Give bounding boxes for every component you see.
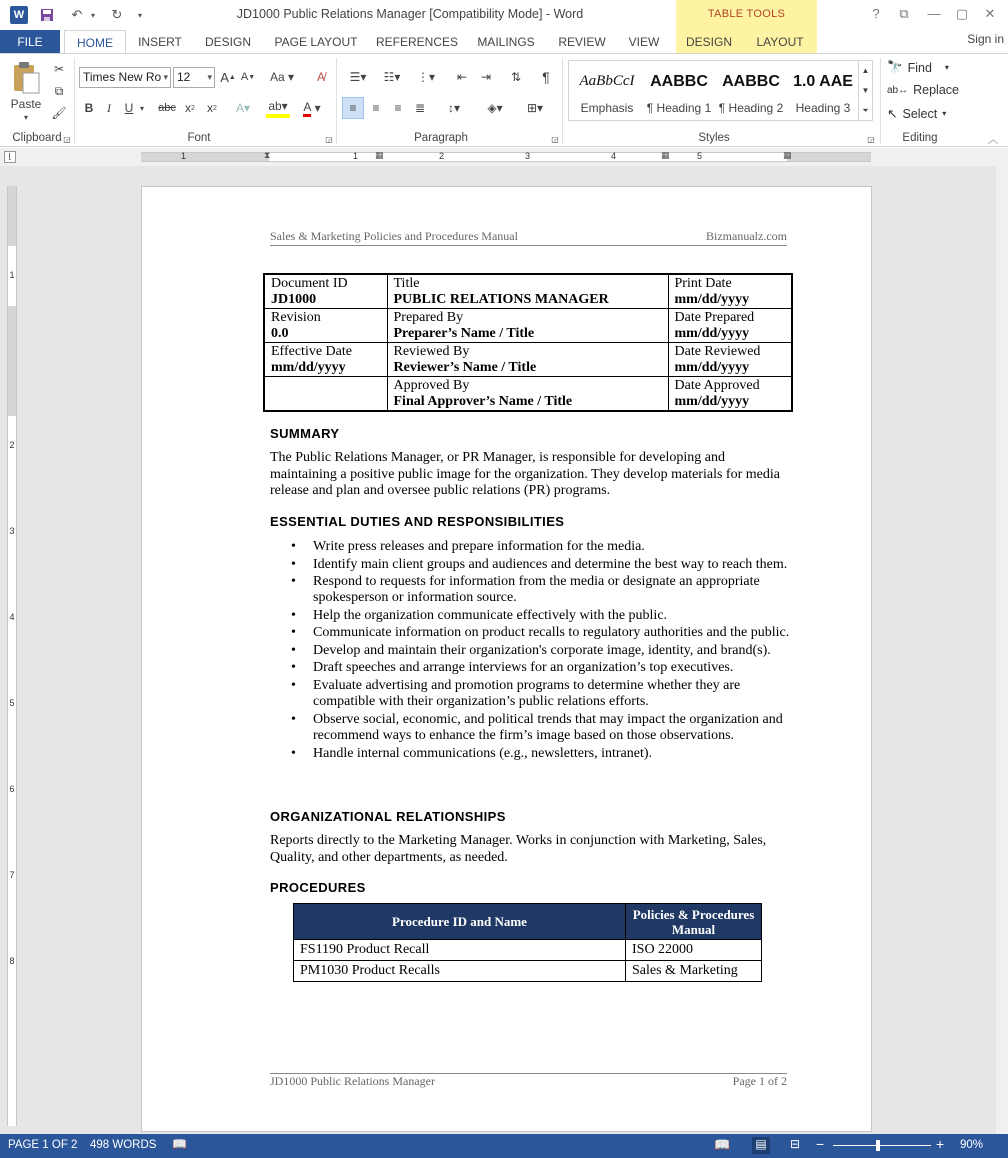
list-item: • Write press releases and prepare information for the media.	[270, 539, 790, 555]
table-cell[interactable]	[264, 343, 387, 377]
header-left-text: Sales & Marketing Policies and Procedures Manual	[270, 229, 518, 243]
paragraph-group-label: Paragraph	[414, 132, 468, 144]
style-name: Emphasis	[580, 101, 634, 115]
list-item: • Respond to requests for information from the media or designate an appropriate spokesperson or information source.	[270, 574, 790, 607]
chevron-down-icon: ▾	[207, 72, 212, 82]
table-row	[294, 940, 762, 961]
vruler-top-margin	[8, 186, 16, 246]
chevron-down-icon: ▾	[942, 109, 947, 118]
print-layout-icon[interactable]: ▤	[752, 1137, 770, 1154]
cell-value: mm/dd/yyyy	[674, 292, 750, 307]
page-header[interactable]	[270, 229, 787, 246]
ruler-left-margin	[141, 153, 269, 161]
style-sample: AABBC	[650, 73, 708, 90]
org-relationships-heading: ORGANIZATIONAL RELATIONSHIPS	[270, 809, 506, 824]
font-color-icon[interactable]: A ▾	[303, 99, 321, 115]
maximize-icon[interactable]: ▢	[955, 6, 969, 21]
clipboard-group-label: Clipboard	[12, 132, 62, 144]
vruler-number: 3	[9, 526, 15, 536]
text-effects-icon[interactable]: A▾	[235, 101, 251, 115]
org-relationships-paragraph: Reports directly to the Marketing Manager. Works in conjunction with Marketing, Sales, Quality, and other departments, as needed.	[270, 833, 767, 865]
clipboard-launcher-icon[interactable]: ◲	[63, 134, 71, 144]
font-size-combo[interactable]	[173, 67, 215, 88]
vruler-number: 4	[9, 612, 15, 622]
horizontal-ruler-row	[0, 148, 1008, 166]
cell-label: Title	[393, 276, 420, 291]
undo-dropdown-icon[interactable]: ▾	[90, 10, 95, 20]
paste-button[interactable]: Paste	[10, 97, 42, 111]
close-icon[interactable]: ✕	[984, 6, 996, 21]
collapse-ribbon-icon[interactable]: ︿	[988, 134, 998, 146]
styles-launcher-icon[interactable]: ◲	[867, 134, 875, 144]
word-count[interactable]: 498 WORDS	[90, 1139, 157, 1151]
tab-page-layout[interactable]: PAGE LAYOUT	[274, 34, 358, 49]
duties-heading: ESSENTIAL DUTIES AND RESPONSIBILITIES	[270, 514, 565, 529]
table-cell[interactable]	[264, 309, 387, 343]
ribbon-display-icon[interactable]: ⧉	[899, 6, 909, 21]
zoom-slider-thumb[interactable]	[876, 1140, 880, 1151]
zoom-in-icon[interactable]: +	[936, 1136, 945, 1152]
style-sample: AaBbCcI	[579, 73, 635, 89]
ruler-number: 3	[525, 151, 531, 161]
style-name: Heading 3	[795, 101, 851, 115]
font-size-value: 12	[177, 70, 191, 84]
title-bar	[0, 0, 1008, 30]
underline-icon[interactable]: U	[124, 101, 134, 115]
list-item: • Handle internal communications (e.g., newsletters, intranet).	[270, 746, 790, 762]
list-item: • Evaluate advertising and promotion programs to determine whether they are compatible with their organization’s public relations efforts.	[270, 678, 790, 711]
zoom-out-icon[interactable]: −	[816, 1136, 825, 1152]
paragraph-launcher-icon[interactable]: ◲	[551, 134, 559, 144]
style-name: ¶ Heading 2	[718, 101, 784, 115]
header-right-text: Bizmanualz.com	[706, 229, 787, 243]
duties-list	[270, 539, 790, 763]
read-mode-icon[interactable]: 📖	[714, 1137, 731, 1152]
table-cell[interactable]: FS1190 Product Recall	[294, 940, 626, 961]
tab-design[interactable]: DESIGN	[204, 34, 251, 49]
style-sample: AABBC	[722, 73, 780, 90]
tab-view[interactable]: VIEW	[628, 34, 660, 49]
table-row	[264, 274, 792, 309]
style-heading-3[interactable]	[787, 61, 859, 120]
cell-label: Approved By	[393, 378, 470, 393]
paste-icon[interactable]	[8, 58, 44, 98]
styles-scroll-up-icon[interactable]: ▲	[858, 61, 872, 80]
styles-scroll-down-icon[interactable]: ▼	[858, 81, 872, 100]
font-group-label: Font	[187, 132, 211, 144]
change-case-icon[interactable]: Aa ▾	[269, 70, 295, 84]
styles-group-label: Styles	[698, 132, 730, 144]
justify-icon[interactable]: ≣	[414, 101, 426, 115]
replace-label: Replace	[913, 83, 959, 97]
table-row	[264, 377, 792, 412]
ruler-number: 1	[353, 151, 359, 161]
web-layout-icon[interactable]: ⊟	[790, 1137, 801, 1151]
procedures-table[interactable]	[293, 903, 762, 982]
borders-icon[interactable]: ⊞▾	[526, 101, 544, 115]
cell-label: Prepared By	[393, 310, 464, 325]
summary-heading: SUMMARY	[270, 426, 340, 441]
cell-label: Date Approved	[674, 378, 760, 393]
cell-label: Date Reviewed	[674, 344, 761, 359]
table-tools-label: TABLE TOOLS	[707, 8, 786, 20]
ruler-right-margin	[787, 153, 871, 161]
align-right-icon[interactable]: ≡	[394, 101, 402, 115]
style-sample: 1.0 AAE	[793, 73, 853, 90]
column-marker-icon[interactable]: ▦	[375, 150, 384, 160]
subscript-icon[interactable]: x 2	[185, 101, 195, 115]
list-item: • Help the organization communicate effectively with the public.	[270, 608, 790, 624]
vruler-number: 6	[9, 784, 15, 794]
tab-home[interactable]: HOME	[64, 30, 126, 54]
cell-label: Date Prepared	[674, 310, 755, 325]
vruler-shaded-area	[8, 306, 16, 416]
page-footer[interactable]	[270, 1073, 787, 1091]
table-cell[interactable]	[264, 274, 387, 309]
page-count[interactable]: PAGE 1 OF 2	[8, 1139, 78, 1151]
table-row	[264, 309, 792, 343]
bullets-icon[interactable]: ☰▾	[349, 70, 367, 84]
vruler-number: 1	[9, 270, 15, 280]
highlight-icon[interactable]: ab▾	[266, 98, 290, 118]
replace-button[interactable]	[887, 83, 959, 97]
vruler-number: 7	[9, 870, 15, 880]
ruler-number: 5	[697, 151, 703, 161]
increase-indent-icon[interactable]: ⇥	[480, 70, 492, 84]
tab-mailings[interactable]: MAILINGS	[477, 34, 535, 49]
list-item: • Identify main client groups and audiences and determine the best way to reach them.	[270, 557, 790, 573]
list-item: • Observe social, economic, and political trends that may impact the organization and recommend ways to enhance the firm’s image based on those observations.	[270, 712, 790, 745]
help-icon[interactable]: ?	[872, 6, 880, 21]
cell-value: 0.0	[271, 326, 289, 341]
strikethrough-icon[interactable]: abc	[158, 102, 176, 114]
cell-value: JD1000	[271, 292, 317, 307]
status-bar	[0, 1134, 1008, 1158]
summary-paragraph: The Public Relations Manager, or PR Manager, is responsible for developing and maintaining a positive public image for the organization. They develop materials for media release and plan and oversee public relations (PR) programs.	[270, 450, 780, 498]
style-emphasis[interactable]	[571, 61, 643, 120]
format-painter-icon[interactable]: 🖌	[51, 106, 67, 120]
shading-icon[interactable]: ◈▾	[487, 101, 503, 115]
cell-label: Revision	[271, 310, 321, 325]
grow-font-icon[interactable]: A ▲	[220, 69, 236, 85]
style-heading-1[interactable]	[643, 61, 715, 120]
footer-right-text: Page 1 of 2	[732, 1074, 787, 1088]
window-title: JD1000 Public Relations Manager [Compatibility Mode] - Word	[236, 7, 584, 21]
font-name-combo[interactable]	[79, 67, 171, 88]
select-cursor-icon: ↖	[887, 107, 898, 121]
table-cell[interactable]: PM1030 Product Recalls	[294, 961, 626, 982]
replace-icon: ab↔	[887, 84, 909, 96]
superscript-icon[interactable]: x 2	[207, 101, 217, 115]
cell-label: Print Date	[674, 276, 732, 291]
tab-table-layout[interactable]: LAYOUT	[756, 34, 804, 49]
cell-value: Final Approver’s Name / Title	[393, 394, 573, 409]
vertical-scrollbar[interactable]	[996, 166, 1008, 1134]
procedures-heading: PROCEDURES	[270, 880, 366, 895]
cell-value: mm/dd/yyyy	[271, 360, 346, 375]
cell-value: Reviewer’s Name / Title	[393, 360, 537, 375]
table-cell[interactable]	[264, 377, 387, 412]
style-heading-2[interactable]	[715, 61, 787, 120]
ruler-number: 1	[181, 151, 187, 161]
copy-icon[interactable]: ⧉	[54, 83, 64, 98]
cell-value: mm/dd/yyyy	[674, 360, 750, 375]
decrease-indent-icon[interactable]: ⇤	[456, 70, 468, 84]
proofing-icon[interactable]: 📖	[172, 1137, 187, 1151]
sign-in-link[interactable]: Sign in	[967, 32, 1004, 46]
table-cell[interactable]	[387, 343, 668, 377]
table-cell[interactable]	[668, 274, 792, 309]
column-marker-icon[interactable]: ▦	[661, 150, 670, 160]
cell-value: mm/dd/yyyy	[674, 394, 750, 409]
tab-references[interactable]: REFERENCES	[375, 34, 458, 49]
footer-left-text: JD1000 Public Relations Manager	[270, 1074, 435, 1088]
table-row	[264, 343, 792, 377]
multilevel-list-icon[interactable]: ⋮▾	[416, 70, 436, 84]
horizontal-ruler[interactable]	[141, 152, 871, 162]
chevron-down-icon: ▾	[163, 72, 168, 82]
document-page[interactable]	[141, 186, 872, 1132]
zoom-slider[interactable]	[833, 1145, 931, 1146]
table-row	[294, 961, 762, 982]
vruler-number: 8	[9, 956, 15, 966]
sort-icon[interactable]: ⇅	[510, 70, 522, 84]
cell-label: Reviewed By	[393, 344, 470, 359]
table-cell[interactable]	[387, 274, 668, 309]
cell-value: Preparer’s Name / Title	[393, 326, 535, 341]
table-cell[interactable]	[387, 309, 668, 343]
ribbon	[0, 53, 1008, 147]
undo-icon[interactable]: ↶	[71, 7, 83, 22]
shrink-font-icon[interactable]: A ▼	[240, 71, 256, 83]
tab-file[interactable]: FILE	[0, 30, 60, 53]
table-cell[interactable]	[387, 377, 668, 412]
tab-insert[interactable]: INSERT	[138, 34, 182, 49]
font-name-value: Times New Ro	[83, 70, 162, 84]
table-header-cell[interactable]: Procedure ID and Name	[294, 904, 626, 940]
table-cell[interactable]	[668, 309, 792, 343]
word-app-icon[interactable]: W	[10, 6, 28, 24]
table-header-row	[294, 904, 762, 940]
paste-dropdown-icon[interactable]: ▾	[23, 112, 28, 122]
find-label: Find	[907, 60, 932, 75]
styles-more-icon[interactable]: ⏷	[858, 101, 872, 120]
zoom-level[interactable]: 90%	[960, 1139, 984, 1151]
ribbon-tab-row	[0, 30, 1008, 53]
vruler-number: 5	[9, 698, 15, 708]
font-launcher-icon[interactable]: ◲	[325, 134, 333, 144]
cell-label: Effective Date	[271, 344, 352, 359]
list-item: • Communicate information on product recalls to regulatory authorities and the public.	[270, 625, 790, 641]
table-cell[interactable]: ISO 22000	[626, 940, 762, 961]
tab-selector-icon[interactable]: ⌊	[4, 151, 16, 163]
redo-icon[interactable]: ↻	[111, 7, 123, 22]
line-spacing-icon[interactable]: ↕▾	[447, 101, 461, 115]
tab-table-design[interactable]: DESIGN	[685, 34, 732, 49]
document-canvas	[0, 166, 1008, 1134]
chevron-down-icon: ▾	[944, 63, 949, 72]
vruler-number: 2	[9, 440, 15, 450]
italic-icon[interactable]: I	[107, 100, 111, 115]
column-marker-icon[interactable]: ▦	[783, 150, 792, 160]
indent-marker-icon[interactable]: ⧗	[264, 150, 271, 160]
ruler-number: 2	[439, 151, 445, 161]
style-name: ¶ Heading 1	[646, 101, 712, 115]
find-button[interactable]	[887, 60, 949, 75]
table-header-cell[interactable]: Policies & Procedures Manual	[626, 904, 762, 940]
numbering-icon[interactable]: ☷▾	[383, 70, 401, 84]
ruler-number: 4	[611, 151, 617, 161]
clear-formatting-icon[interactable]: A̸	[316, 70, 325, 84]
cell-label: Document ID	[271, 276, 348, 291]
table-cell[interactable]	[668, 377, 792, 412]
show-formatting-icon[interactable]: ¶	[542, 69, 550, 85]
cell-value: mm/dd/yyyy	[674, 326, 750, 341]
table-cell[interactable]: Sales & Marketing	[626, 961, 762, 982]
underline-dropdown-icon[interactable]: ▾	[139, 103, 144, 113]
list-item: • Draft speeches and arrange interviews for an organization’s top executives.	[270, 660, 790, 676]
document-info-table[interactable]	[263, 273, 793, 412]
cell-value: PUBLIC RELATIONS MANAGER	[393, 292, 609, 307]
select-button[interactable]	[887, 106, 946, 121]
align-center-icon[interactable]: ≡	[372, 101, 380, 115]
minimize-icon[interactable]: —	[927, 6, 941, 21]
find-icon: 🔭	[887, 60, 903, 74]
styles-gallery	[568, 60, 873, 121]
align-left-icon[interactable]: ≡	[342, 97, 364, 119]
table-cell[interactable]	[668, 343, 792, 377]
customize-qat-icon[interactable]: ▾	[137, 10, 142, 20]
cut-icon[interactable]: ✂	[53, 62, 65, 76]
tab-review[interactable]: REVIEW	[558, 34, 606, 49]
list-item: • Develop and maintain their organization's corporate image, identity, and brand(s).	[270, 643, 790, 659]
select-label: Select	[902, 106, 938, 121]
editing-group-label: Editing	[902, 132, 938, 144]
vertical-ruler[interactable]	[7, 186, 17, 1126]
bold-icon[interactable]: B	[84, 101, 94, 115]
